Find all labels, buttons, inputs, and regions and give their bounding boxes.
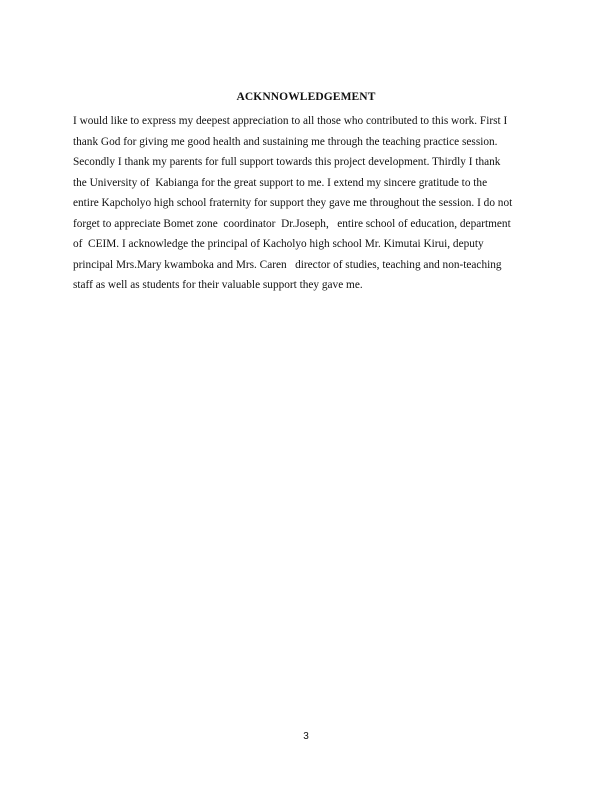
paragraph-line: staff as well as students for their valuable support they gave me. — [73, 279, 363, 291]
page-heading: ACKNNOWLEDGEMENT — [236, 91, 376, 103]
paragraph-line: Secondly I thank my parents for full support towards this project development. Thirdly I thank — [73, 156, 501, 168]
acknowledgement-paragraph — [73, 111, 553, 296]
paragraph-line: forget to appreciate Bomet zone coordinator Dr.Joseph, entire school of education, department — [73, 217, 511, 230]
paragraph-line: the University of Kabianga for the great support to me. I extend my sincere gratitude to the — [73, 176, 488, 189]
paragraph-line: entire Kapcholyo high school fraternity for support they gave me throughout the session. I do not — [73, 197, 513, 209]
paragraph-line: principal Mrs.Mary kwamboka and Mrs. Caren director of studies, teaching and non-teaching — [73, 258, 502, 271]
paragraph-line: I would like to express my deepest appreciation to all those who contributed to this work. First I — [73, 115, 508, 127]
page-number: 3 — [303, 731, 309, 742]
paragraph-line: of CEIM. I acknowledge the principal of Kacholyo high school Mr. Kimutai Kirui, deputy — [73, 238, 484, 250]
paragraph-line: thank God for giving me good health and sustaining me through the teaching practice session. — [73, 135, 498, 148]
